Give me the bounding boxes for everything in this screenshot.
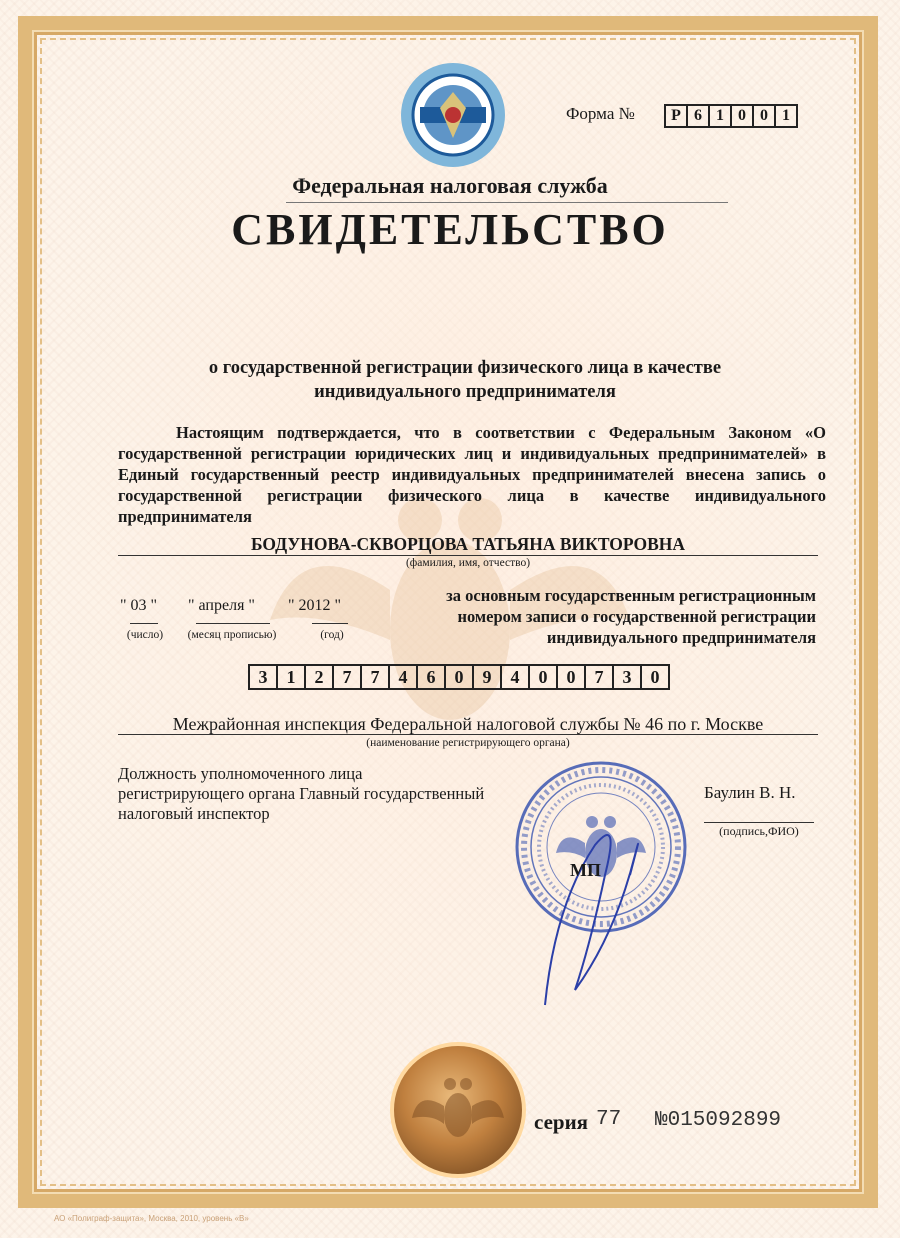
day-caption: (число) — [126, 629, 164, 641]
regnum-digit: 7 — [584, 664, 614, 690]
entrepreneur-name: БОДУНОВА-СКВОРЦОВА ТАТЬЯНА ВИКТОРОВНА — [250, 534, 686, 554]
position-line: регистрирующего органа Главный государственный — [118, 784, 485, 803]
day-underline — [130, 623, 158, 624]
date-day: " 03 " — [120, 597, 158, 614]
agency-underline — [286, 202, 728, 203]
form-code-char: Р — [664, 104, 688, 128]
regnum-digit: 0 — [640, 664, 670, 690]
position-line: Должность уполномоченного лица — [118, 764, 363, 783]
agency-name: Федеральная налоговая служба — [292, 173, 608, 198]
regnum-digit: 0 — [444, 664, 474, 690]
form-code-char: 6 — [686, 104, 710, 128]
official-name: Баулин В. Н. — [704, 783, 796, 802]
registration-text — [410, 585, 816, 648]
form-code-char: 0 — [730, 104, 754, 128]
regnum-digit: 2 — [304, 664, 334, 690]
signature-underline — [704, 822, 814, 823]
serial-number: №015092899 — [655, 1109, 782, 1132]
month-underline — [196, 623, 270, 624]
subject-line: о государственной регистрации физического лица в качестве — [208, 358, 722, 378]
regnum-digit: 4 — [388, 664, 418, 690]
regnum-digit: 4 — [500, 664, 530, 690]
series-label: серия — [534, 1110, 589, 1134]
date-month: " апреля " — [188, 597, 255, 614]
form-code-char: 0 — [752, 104, 776, 128]
month-caption: (месяц прописью) — [187, 629, 277, 641]
authority-caption: (наименование регистрирующего органа) — [366, 737, 570, 749]
regnum-digit: 6 — [416, 664, 446, 690]
regnum-digit: 1 — [276, 664, 306, 690]
registering-authority: Межрайонная инспекция Федеральной налоговой службы № 46 по г. Москве — [172, 714, 764, 734]
subject-line: индивидуального предпринимателя — [314, 382, 616, 402]
registration-number-boxes — [250, 664, 670, 690]
registration-text-line: за основным государственным регистрационным — [446, 586, 816, 605]
registration-text-line: номером записи о государственной регистрации — [457, 607, 816, 626]
form-code-boxes — [666, 104, 798, 128]
authority-underline — [118, 734, 818, 735]
name-underline — [118, 555, 818, 556]
form-code-char: 1 — [774, 104, 798, 128]
certificate-body-text: Настоящим подтверждается, что в соответствии с Федеральным Законом «О государственной регистрации юридических лиц и индивидуальных предпринимателей» в Единый государственный реестр индивидуальных предпринимателей внесена запись о государственной регистрации физического лица в качестве индивидуального предпринимателя — [118, 423, 826, 526]
official-position — [118, 764, 518, 824]
certificate-subject — [150, 356, 780, 404]
registration-text-line: индивидуального предпринимателя — [546, 628, 816, 647]
regnum-digit: 7 — [332, 664, 362, 690]
series-value: 77 — [596, 1108, 622, 1131]
year-caption: (год) — [320, 629, 344, 641]
regnum-digit: 3 — [248, 664, 278, 690]
form-number-label: Форма № — [566, 104, 635, 123]
regnum-digit: 3 — [612, 664, 642, 690]
seal-place-marker: МП — [570, 860, 601, 880]
printer-imprint: АО «Полиграф-защита», Москва, 2010, уровень «В» — [54, 1214, 249, 1223]
document-title: СВИДЕТЕЛЬСТВО — [231, 205, 669, 254]
name-caption: (фамилия, имя, отчество) — [405, 557, 531, 569]
year-underline — [312, 623, 348, 624]
signature-caption: (подпись,ФИО) — [719, 824, 799, 838]
form-code-char: 1 — [708, 104, 732, 128]
regnum-digit: 9 — [472, 664, 502, 690]
regnum-digit: 0 — [556, 664, 586, 690]
fns-logo-icon — [398, 60, 508, 170]
position-line: налоговый инспектор — [118, 804, 270, 823]
regnum-digit: 7 — [360, 664, 390, 690]
handwritten-signature — [535, 815, 655, 1015]
date-year: " 2012 " — [288, 597, 342, 614]
regnum-digit: 0 — [528, 664, 558, 690]
hologram-seal-icon — [388, 1040, 528, 1180]
